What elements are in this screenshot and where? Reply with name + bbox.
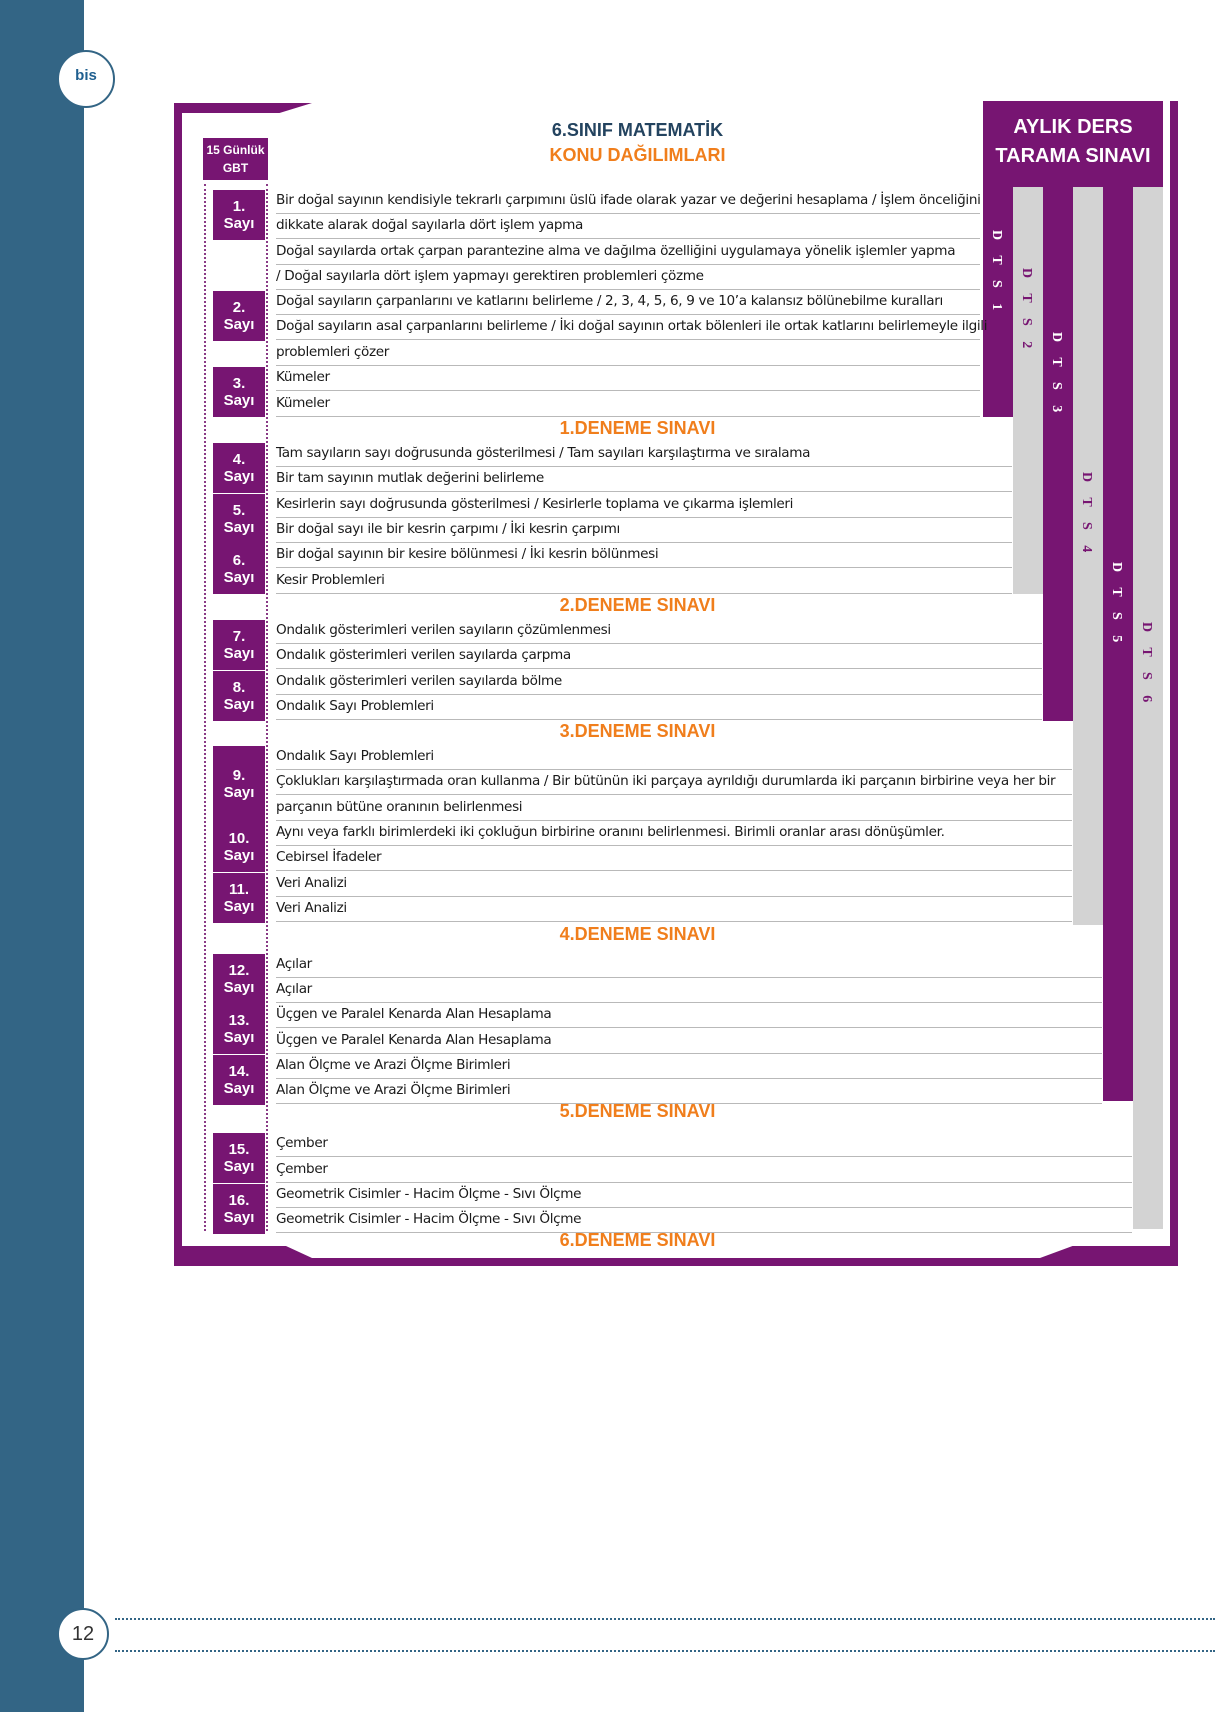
row-divider [276, 491, 1012, 492]
topic-row: Doğal sayılarda ortak çarpan parantezine alma ve dağılma özelliğini uygulamaya yönelik işlemler yapma [276, 243, 956, 259]
page-title: 6.SINIF MATEMATİK [551, 120, 724, 140]
issue-number: 2. [232, 299, 246, 316]
issue-number: 6. [232, 552, 246, 569]
issue-word: Sayı [223, 392, 255, 409]
topic-row: Tam sayıların sayı doğrusunda gösterilmesi / Tam sayıları karşılaştırma ve sıralama [276, 445, 811, 461]
topic-row: Cebirsel İfadeler [276, 849, 382, 865]
topic-row: Ondalık Sayı Problemleri [276, 748, 434, 764]
issue-number: 16. [228, 1192, 250, 1209]
row-divider [276, 921, 1072, 922]
issue-number: 8. [232, 679, 246, 696]
issue-badge [213, 1184, 265, 1234]
row-divider [276, 593, 1012, 594]
issue-word: Sayı [223, 847, 255, 864]
issue-word: Sayı [223, 784, 255, 801]
exam-label: 4.DENEME SINAVI [559, 924, 716, 944]
row-divider [276, 1078, 1102, 1079]
row-divider [276, 264, 980, 265]
row-divider [276, 416, 980, 417]
issue-badge [213, 291, 265, 341]
issue-word: Sayı [223, 468, 255, 485]
row-divider [276, 896, 1072, 897]
row-divider [276, 238, 980, 239]
dts-1-label: D T S 1 [989, 230, 1004, 317]
dts-6-label: D T S 6 [1139, 622, 1154, 709]
dts-2-bar [1013, 187, 1043, 594]
topic-row: / Doğal sayılarla dört işlem yapmayı gerektiren problemleri çözme [276, 268, 704, 284]
issue-word: Sayı [223, 979, 255, 996]
topic-row: Üçgen ve Paralel Kenarda Alan Hesaplama [276, 1006, 552, 1022]
issue-badge [213, 1055, 265, 1105]
dotted-guide-right [266, 184, 268, 1231]
topic-row: Çoklukları karşılaştırmada oran kullanma / Bir bütünün iki parçaya ayrıldığı durumlarda iki parçanın birbirine veya her bir [276, 773, 1056, 789]
topic-row: Kümeler [276, 369, 330, 385]
issue-number: 4. [232, 451, 246, 468]
issue-badge [213, 443, 265, 493]
gbt-header-line-2: GBT [222, 161, 249, 175]
issue-word: Sayı [223, 519, 255, 536]
topic-row: parçanın bütüne oranının belirlenmesi [276, 799, 523, 815]
issue-word: Sayı [223, 1029, 255, 1046]
panel-top-corner [182, 103, 312, 113]
row-divider [276, 769, 1072, 770]
issue-badge [213, 190, 265, 240]
row-divider [276, 1182, 1132, 1183]
issue-badge [213, 671, 265, 721]
footer-dotted-line-bottom [115, 1650, 1215, 1652]
issue-badge [213, 367, 265, 417]
topic-row: Ondalık gösterimleri verilen sayılarda çarpma [276, 647, 571, 663]
topic-row: Bir tam sayının mutlak değerini belirleme [276, 470, 544, 486]
topic-row: Çember [276, 1135, 328, 1151]
issue-number: 11. [228, 881, 250, 898]
gbt-header-line-1: 15 Günlük [206, 143, 265, 157]
topic-row: Ondalık Sayı Problemleri [276, 698, 434, 714]
row-divider [276, 870, 1072, 871]
issue-badge [213, 954, 265, 1004]
topic-row: Bir doğal sayı ile bir kesrin çarpımı / İki kesrin çarpımı [276, 521, 620, 537]
row-divider [276, 977, 1102, 978]
bis-logo [57, 50, 115, 108]
topic-row: Üçgen ve Paralel Kenarda Alan Hesaplama [276, 1032, 552, 1048]
row-divider [276, 1027, 1102, 1028]
issue-number: 14. [228, 1063, 250, 1080]
topic-row: problemleri çözer [276, 344, 390, 360]
exam-label: 5.DENEME SINAVI [559, 1101, 716, 1121]
exam-label: 6.DENEME SINAVI [559, 1230, 716, 1250]
topic-row: Doğal sayıların asal çarpanlarını belirleme / İki doğal sayının ortak bölenleri ile ortak katlarını belirlemeyle ilgili [276, 318, 988, 334]
exam-label: 3.DENEME SINAVI [559, 721, 716, 741]
issue-word: Sayı [223, 316, 255, 333]
row-divider [276, 719, 1042, 720]
topic-row: Geometrik Cisimler - Hacim Ölçme - Sıvı Ölçme [276, 1211, 582, 1227]
issue-number: 15. [228, 1141, 250, 1158]
monthly-exam-header [983, 101, 1163, 187]
row-divider [276, 643, 1042, 644]
topic-row: Alan Ölçme ve Arazi Ölçme Birimleri [276, 1057, 511, 1073]
panel-bottom-right-corner [1040, 1246, 1170, 1258]
issue-badge [213, 822, 265, 872]
issue-badge [213, 494, 265, 544]
footer-dotted-line-top [115, 1618, 1215, 1620]
panel-bottom-left-corner [182, 1246, 312, 1258]
row-divider [276, 289, 980, 290]
issue-word: Sayı [223, 898, 255, 915]
panel-left-border [174, 103, 182, 1266]
exam-label: 1.DENEME SINAVI [559, 418, 716, 438]
topic-row: Bir doğal sayının kendisiyle tekrarlı çarpımını üslü ifade olarak yazar ve değerini hesaplama / İşlem önceliğini [276, 192, 981, 208]
logo-text: bis [75, 67, 97, 84]
topic-row: Kesirlerin sayı doğrusunda gösterilmesi / Kesirlerle toplama ve çıkarma işlemleri [276, 496, 794, 512]
row-divider [276, 820, 1072, 821]
header-line-1: AYLIK DERS [1013, 116, 1133, 138]
dts-4-label: D T S 4 [1079, 472, 1094, 559]
topic-row: Açılar [276, 956, 312, 972]
row-divider [276, 314, 980, 315]
issue-number: 1. [232, 198, 246, 215]
issue-word: Sayı [223, 645, 255, 662]
topic-row: dikkate alarak doğal sayılarla dört işlem yapma [276, 217, 584, 233]
dotted-guide-left [204, 184, 206, 1231]
issue-word: Sayı [223, 1209, 255, 1226]
header-line-2: TARAMA SINAVI [995, 145, 1151, 167]
row-divider [276, 466, 1012, 467]
issue-number: 13. [228, 1012, 250, 1029]
dts-3-label: D T S 3 [1049, 332, 1064, 419]
issue-number: 9. [232, 767, 246, 784]
topic-row: Kümeler [276, 395, 330, 411]
row-divider [276, 542, 1012, 543]
row-divider [276, 1002, 1102, 1003]
issue-word: Sayı [223, 215, 255, 232]
topic-row: Alan Ölçme ve Arazi Ölçme Birimleri [276, 1082, 511, 1098]
topic-row: Aynı veya farklı birimlerdeki iki çokluğun birbirine oranını belirlenmesi. Birimli oranlar arası dönüşümler. [276, 824, 945, 840]
left-spine [0, 0, 84, 1712]
issue-word: Sayı [223, 696, 255, 713]
topic-row: Geometrik Cisimler - Hacim Ölçme - Sıvı Ölçme [276, 1186, 582, 1202]
row-divider [276, 1207, 1132, 1208]
dts-3-bar [1043, 187, 1073, 721]
topic-row: Açılar [276, 981, 312, 997]
issue-badge [213, 746, 265, 822]
issue-number: 3. [232, 375, 246, 392]
row-divider [276, 567, 1012, 568]
topic-row: Veri Analizi [276, 900, 347, 916]
topic-row: Veri Analizi [276, 875, 347, 891]
dts-2-label: D T S 2 [1019, 268, 1034, 355]
issue-word: Sayı [223, 569, 255, 586]
dts-5-label: D T S 5 [1109, 562, 1124, 649]
panel-right-border [1170, 101, 1178, 1266]
row-divider [276, 339, 980, 340]
row-divider [276, 365, 980, 366]
page-number: 12 [57, 1608, 109, 1660]
row-divider [276, 1053, 1102, 1054]
topic-row: Ondalık gösterimleri verilen sayıların çözümlenmesi [276, 622, 611, 638]
issue-badge [213, 1004, 265, 1054]
issue-number: 5. [232, 502, 246, 519]
topic-row: Kesir Problemleri [276, 572, 385, 588]
topic-row: Çember [276, 1161, 328, 1177]
row-divider [276, 213, 980, 214]
row-divider [276, 517, 1012, 518]
row-divider [276, 1156, 1132, 1157]
row-divider [276, 390, 980, 391]
issue-badge [213, 544, 265, 594]
gbt-header [203, 138, 268, 180]
row-divider [276, 845, 1072, 846]
topic-row: Ondalık gösterimleri verilen sayılarda bölme [276, 673, 562, 689]
panel-bottom-border [174, 1258, 1178, 1266]
issue-badge [213, 620, 265, 670]
issue-badge [213, 873, 265, 923]
issue-number: 10. [228, 830, 250, 847]
exam-label: 2.DENEME SINAVI [559, 595, 716, 615]
issue-number: 7. [232, 628, 246, 645]
topic-row: Bir doğal sayının bir kesire bölünmesi / İki kesrin bölünmesi [276, 546, 659, 562]
row-divider [276, 794, 1072, 795]
issue-word: Sayı [223, 1158, 255, 1175]
topic-row: Doğal sayıların çarpanlarını ve katlarını belirleme / 2, 3, 4, 5, 6, 9 ve 10’a kalansız bölünebilme kuralları [276, 293, 943, 309]
row-divider [276, 668, 1042, 669]
issue-word: Sayı [223, 1080, 255, 1097]
page-subtitle: KONU DAĞILIMLARI [549, 145, 726, 165]
row-divider [276, 694, 1042, 695]
issue-number: 12. [228, 962, 250, 979]
issue-badge [213, 1133, 265, 1183]
